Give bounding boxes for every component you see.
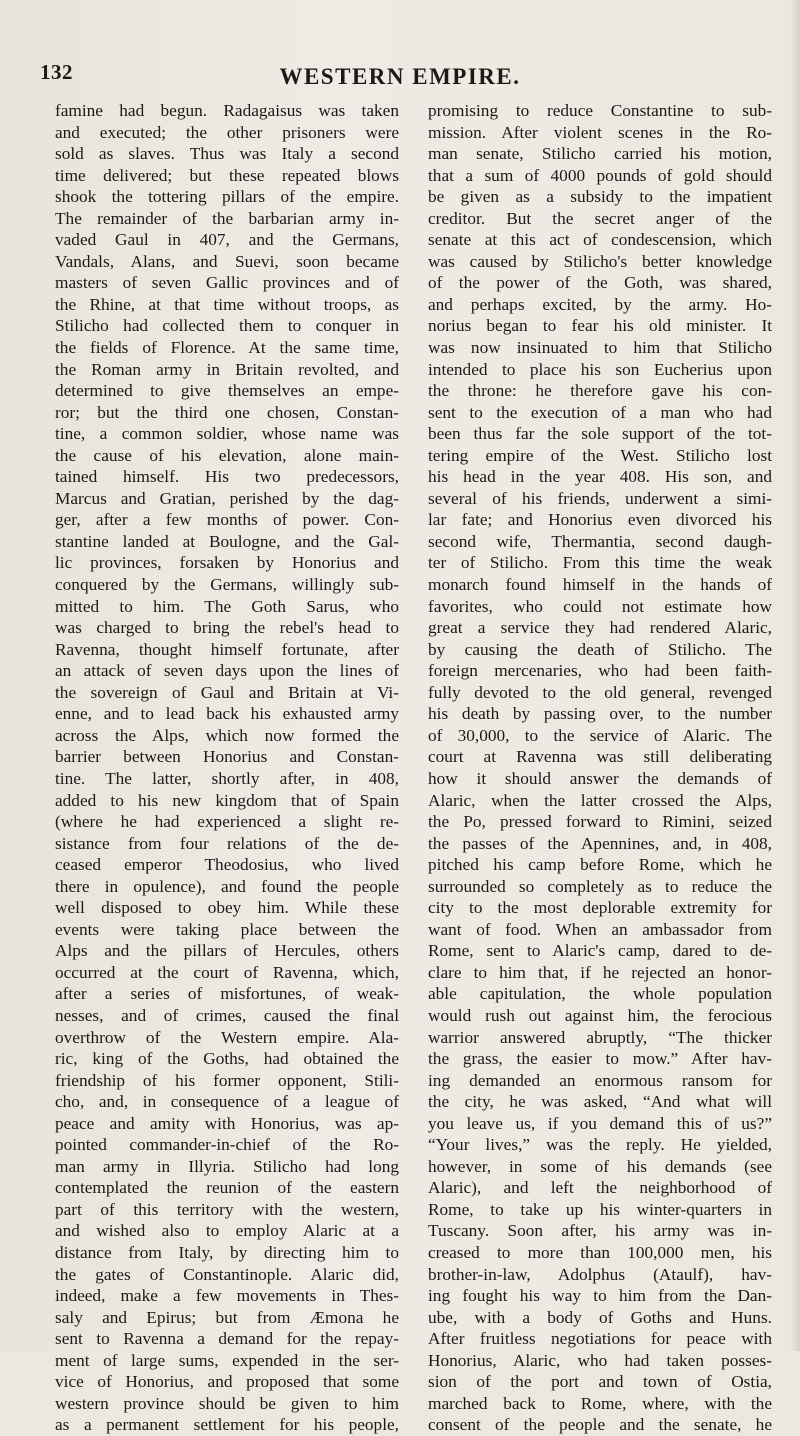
text-line: intended to place his son Eucherius upon xyxy=(428,359,772,379)
text-line: tine, a common soldier, whose name was xyxy=(55,424,399,444)
text-line: nesses, and of crimes, caused the final xyxy=(55,1005,399,1025)
text-line: several of his friends, underwent a simi- xyxy=(428,488,772,508)
text-line: want of food. When an ambassador from xyxy=(428,919,772,939)
text-line: and executed; the other prisoners were xyxy=(55,122,399,142)
text-line: great a service they had rendered Alaric, xyxy=(428,618,772,638)
text-line: sistance from four relations of the de- xyxy=(55,833,399,853)
text-line: lic provinces, forsaken by Honorius and xyxy=(55,553,399,573)
text-line: contemplated the reunion of the eastern xyxy=(55,1178,399,1198)
text-line: Rome, to take up his winter-quarters in xyxy=(428,1199,772,1219)
text-line: how it should answer the demands of xyxy=(428,768,772,788)
text-line: was caused by Stilicho's better knowledge xyxy=(428,251,772,271)
text-line: the city, he was asked, “And what will xyxy=(428,1092,772,1112)
text-line: western province should be given to him xyxy=(55,1393,399,1413)
text-line: lar fate; and Honorius even divorced his xyxy=(428,510,772,530)
text-line: indeed, make a few movements in Thes- xyxy=(55,1286,399,1306)
text-line: there in opulence), and found the people xyxy=(55,876,399,896)
text-line: the sovereign of Gaul and Britain at Vi- xyxy=(55,682,399,702)
text-line: After fruitless negotiations for peace with xyxy=(428,1329,772,1349)
text-line: ter of Stilicho. From this time the weak xyxy=(428,553,772,573)
text-line: added to his new kingdom that of Spain xyxy=(55,790,399,810)
text-line: time delivered; but these repeated blows xyxy=(55,165,399,185)
text-line: ror; but the third one chosen, Constan- xyxy=(55,402,399,422)
text-line: city to the most deplorable extremity for xyxy=(428,898,772,918)
text-line: friendship of his former opponent, Stili- xyxy=(55,1070,399,1090)
text-line: consent of the people and the senate, he xyxy=(428,1415,772,1435)
running-title: WESTERN EMPIRE. xyxy=(279,64,521,89)
text-line: well disposed to obey him. While these xyxy=(55,898,399,918)
text-line: mission. After violent scenes in the Ro- xyxy=(428,122,772,142)
text-line: “Your lives,” was the reply. He yielded, xyxy=(428,1135,772,1155)
text-line: ceased emperor Theodosius, who lived xyxy=(55,855,399,875)
text-line: barrier between Honorius and Constan- xyxy=(55,747,399,767)
left-column xyxy=(55,100,399,1436)
text-line: norius began to fear his old minister. It xyxy=(428,316,772,336)
text-line: sold as slaves. Thus was Italy a second xyxy=(55,144,399,164)
page-number: 132 xyxy=(40,60,73,84)
text-line: and perhaps excited, by the army. Ho- xyxy=(428,294,772,314)
text-line: was now insinuated to him that Stilicho xyxy=(428,338,772,358)
text-line: distance from Italy, by directing him to xyxy=(55,1242,399,1262)
text-line: conquered by the Germans, willingly sub- xyxy=(55,575,399,595)
text-line: events were taking place between the xyxy=(55,919,399,939)
text-line: Alaric), and left the neighborhood of xyxy=(428,1178,772,1198)
text-line: occurred at the court of Ravenna, which, xyxy=(55,962,399,982)
text-line: stantine landed at Boulogne, and the Gal- xyxy=(55,531,399,551)
text-line: vice of Honorius, and proposed that some xyxy=(55,1372,399,1392)
text-line: the cause of his elevation, alone main- xyxy=(55,445,399,465)
text-line: ger, after a few months of power. Con- xyxy=(55,510,399,530)
text-line: Honorius, Alaric, who had taken posses- xyxy=(428,1350,772,1370)
text-line: sent to the execution of a man who had xyxy=(428,402,772,422)
text-line: been thus far the sole support of the tot- xyxy=(428,424,772,444)
text-line: surrounded so completely as to reduce the xyxy=(428,876,772,896)
text-line: sion of the port and town of Ostia, xyxy=(428,1372,772,1392)
text-line: that a sum of 4000 pounds of gold should xyxy=(428,165,772,185)
text-line: ing demanded an enormous ransom for xyxy=(428,1070,772,1090)
text-line: his head in the year 408. His son, and xyxy=(428,467,772,487)
text-line: sent to Ravenna a demand for the repay- xyxy=(55,1329,399,1349)
text-line: court at Ravenna was still deliberating xyxy=(428,747,772,767)
text-line: of the power of the Goth, was shared, xyxy=(428,273,772,293)
text-line: fully devoted to the old general, revenged xyxy=(428,682,772,702)
text-line: Rome, sent to Alaric's camp, dared to de- xyxy=(428,941,772,961)
text-line: pointed commander-in-chief of the Ro- xyxy=(55,1135,399,1155)
text-line: the Rhine, at that time without troops, as xyxy=(55,294,399,314)
text-line: famine had begun. Radagaisus was taken xyxy=(55,101,399,120)
text-line: clare to him that, if he rejected an honor- xyxy=(428,962,772,982)
text-line: by causing the death of Stilicho. The xyxy=(428,639,772,659)
text-line: ube, with a body of Goths and Huns. xyxy=(428,1307,772,1327)
text-line: Alps and the pillars of Hercules, others xyxy=(55,941,399,961)
text-line: overthrow of the Western empire. Ala- xyxy=(55,1027,399,1047)
text-line: man army in Illyria. Stilicho had long xyxy=(55,1156,399,1176)
text-line: peace and amity with Honorius, was ap- xyxy=(55,1113,399,1133)
text-line: mitted to him. The Goth Sarus, who xyxy=(55,596,399,616)
text-line: the gates of Constantinople. Alaric did, xyxy=(55,1264,399,1284)
text-line: across the Alps, which now formed the xyxy=(55,725,399,745)
text-line: an attack of seven days upon the lines of xyxy=(55,661,399,681)
text-line: the passes of the Apennines, and, in 408, xyxy=(428,833,772,853)
text-line: you leave us, if you demand this of us?” xyxy=(428,1113,772,1133)
page-edge-shadow xyxy=(790,0,800,1351)
text-line: Vandals, Alans, and Suevi, soon became xyxy=(55,251,399,271)
text-line: tine. The latter, shortly after, in 408, xyxy=(55,768,399,788)
text-line: the Roman army in Britain revolted, and xyxy=(55,359,399,379)
text-line: Tuscany. Soon after, his army was in- xyxy=(428,1221,772,1241)
text-line: vaded Gaul in 407, and the Germans, xyxy=(55,230,399,250)
text-line: ment of large sums, expended in the ser- xyxy=(55,1350,399,1370)
text-line: and wished also to employ Alaric at a xyxy=(55,1221,399,1241)
text-line: enne, and to lead back his exhausted army xyxy=(55,704,399,724)
text-line: tained himself. His two predecessors, xyxy=(55,467,399,487)
text-line: (where he had experienced a slight re- xyxy=(55,812,399,832)
text-line: be given as a subsidy to the impatient xyxy=(428,187,772,207)
text-line: The remainder of the barbarian army in- xyxy=(55,208,399,228)
right-column xyxy=(428,100,772,1436)
text-line: after a series of misfortunes, of weak- xyxy=(55,984,399,1004)
text-line: warrior answered abruptly, “The thicker xyxy=(428,1027,772,1047)
text-line: the grass, the easier to mow.” After hav- xyxy=(428,1049,772,1069)
text-line: of 30,000, to the service of Alaric. The xyxy=(428,725,772,745)
text-line: Marcus and Gratian, perished by the dag- xyxy=(55,488,399,508)
text-line: was charged to bring the rebel's head to xyxy=(55,618,399,638)
text-line: foreign mercenaries, who had been faith- xyxy=(428,661,772,681)
text-line: Stilicho had collected them to conquer in xyxy=(55,316,399,336)
text-line: as a permanent settlement for his people, xyxy=(55,1415,399,1435)
text-line: creditor. But the secret anger of the xyxy=(428,208,772,228)
text-line: however, in some of his demands (see xyxy=(428,1156,772,1176)
text-line: ric, king of the Goths, had obtained the xyxy=(55,1049,399,1069)
text-line: second wife, Thermantia, second daugh- xyxy=(428,531,772,551)
text-line: saly and Epirus; but from Æmona he xyxy=(55,1307,399,1327)
text-line: the throne: he therefore gave his con- xyxy=(428,381,772,401)
text-line: pitched his camp before Rome, which he xyxy=(428,855,772,875)
text-line: senate at this act of condescension, which xyxy=(428,230,772,250)
text-line: part of this territory with the western, xyxy=(55,1199,399,1219)
text-line: the Po, pressed forward to Rimini, seized xyxy=(428,812,772,832)
text-line: his death by passing over, to the number xyxy=(428,704,772,724)
text-line: able capitulation, the whole population xyxy=(428,984,772,1004)
text-line: determined to give themselves an empe- xyxy=(55,381,399,401)
text-line: masters of seven Gallic provinces and of xyxy=(55,273,399,293)
text-line: ing fought his way to him from the Dan- xyxy=(428,1286,772,1306)
text-line: promising to reduce Constantine to sub- xyxy=(428,101,772,120)
text-line: cho, and, in consequence of a league of xyxy=(55,1092,399,1112)
text-line: Alaric, when the latter crossed the Alps, xyxy=(428,790,772,810)
text-line: creased to more than 100,000 men, his xyxy=(428,1242,772,1262)
text-line: shook the tottering pillars of the empire. xyxy=(55,187,399,207)
text-line: brother-in-law, Adolphus (Ataulf), hav- xyxy=(428,1264,772,1284)
text-line: would rush out against him, the ferocious xyxy=(428,1005,772,1025)
text-line: tering empire of the West. Stilicho lost xyxy=(428,445,772,465)
text-line: the fields of Florence. At the same time, xyxy=(55,338,399,358)
text-line: Ravenna, thought himself fortunate, after xyxy=(55,639,399,659)
text-line: marched back to Rome, where, with the xyxy=(428,1393,772,1413)
text-line: monarch found himself in the hands of xyxy=(428,575,772,595)
text-line: favorites, who could not estimate how xyxy=(428,596,772,616)
text-line: man senate, Stilicho carried his motion, xyxy=(428,144,772,164)
